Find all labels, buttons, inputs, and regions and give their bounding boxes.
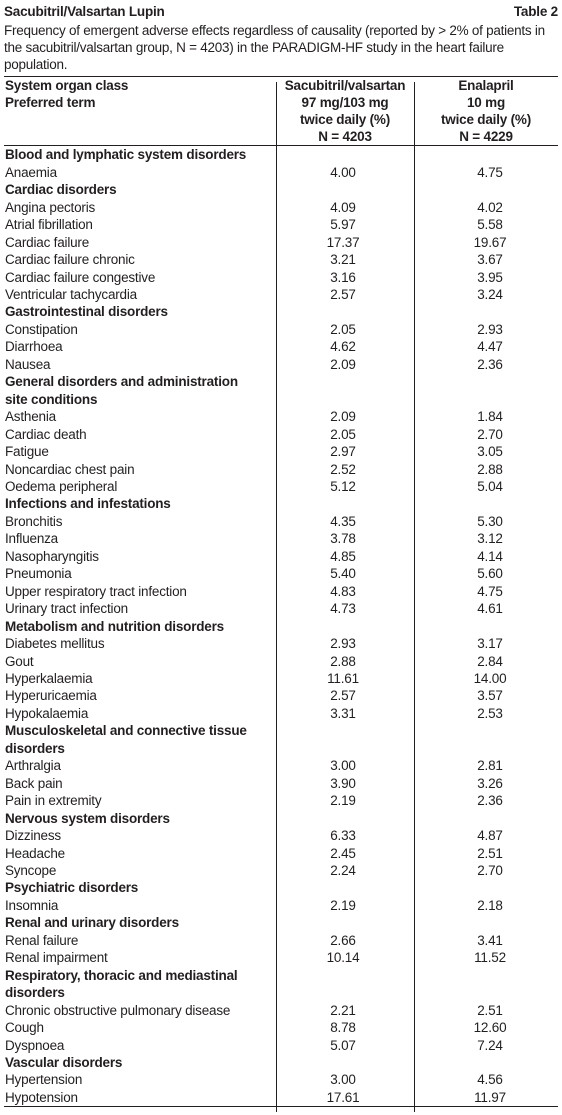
organ-class-label: General disorders and administration	[5, 374, 238, 390]
sacubitril-valsartan-value: 2.66	[330, 932, 356, 948]
preferred-term: Headache	[5, 845, 65, 861]
table-row	[4, 827, 558, 844]
preferred-term: Cardiac failure congestive	[5, 269, 156, 285]
enalapril-value: 11.97	[474, 1089, 506, 1105]
category-row	[4, 391, 558, 408]
enalapril-value: 3.41	[477, 932, 503, 948]
sacubitril-valsartan-value	[276, 495, 414, 512]
organ-class-label: Renal and urinary disorders	[5, 915, 179, 931]
preferred-term: Chronic obstructive pulmonary disease	[5, 1002, 231, 1018]
organ-class-label: Infections and infestations	[5, 496, 171, 512]
enalapril-value: 4.87	[477, 828, 503, 844]
document-header	[4, 4, 558, 22]
preferred-term: Hypertension	[5, 1072, 83, 1088]
enalapril-value: 1.84	[477, 409, 503, 425]
sacubitril-valsartan-value: 2.09	[330, 409, 356, 425]
category-row	[4, 879, 558, 896]
sacubitril-valsartan-value	[276, 984, 414, 1001]
sacubitril-valsartan-value: 4.09	[330, 199, 356, 215]
table-row	[4, 897, 558, 914]
table-row	[4, 1002, 558, 1019]
enalapril-value: 7.24	[477, 1037, 503, 1053]
table-row	[4, 1071, 558, 1088]
enalapril-value: 2.51	[477, 845, 503, 861]
preferred-term: Hypokalaemia	[5, 705, 89, 721]
table-row	[4, 687, 558, 704]
preferred-term: Cough	[5, 1020, 44, 1036]
sacubitril-valsartan-value: 4.85	[330, 548, 356, 564]
header-sacubitril-valsartan	[276, 77, 414, 146]
sacubitril-valsartan-value: 4.00	[330, 164, 356, 180]
enalapril-value: 4.02	[477, 199, 503, 215]
category-row	[4, 618, 558, 635]
category-row	[4, 495, 558, 512]
sacubitril-valsartan-value: 17.37	[326, 234, 360, 250]
preferred-term: Anaemia	[5, 164, 57, 180]
header-line: N = 4203	[318, 129, 372, 145]
sacubitril-valsartan-value	[276, 391, 414, 408]
enalapril-value: 2.53	[477, 705, 503, 721]
enalapril-value	[414, 391, 558, 408]
table-row	[4, 792, 558, 809]
table-row	[4, 408, 558, 425]
preferred-term: Diabetes mellitus	[5, 636, 105, 652]
sacubitril-valsartan-value: 3.00	[330, 1072, 356, 1088]
preferred-term: Atrial fibrillation	[5, 217, 93, 233]
sacubitril-valsartan-value: 5.12	[330, 479, 356, 494]
preferred-term: Influenza	[5, 531, 58, 547]
enalapril-value: 14.00	[473, 670, 507, 686]
preferred-term: Upper respiratory tract infection	[5, 583, 187, 599]
table-row	[4, 199, 558, 216]
sacubitril-valsartan-value: 5.40	[330, 566, 356, 582]
enalapril-value: 5.58	[477, 217, 503, 233]
sacubitril-valsartan-value	[276, 722, 414, 739]
sacubitril-valsartan-value: 2.24	[330, 862, 356, 878]
sacubitril-valsartan-value: 2.05	[330, 321, 356, 337]
sacubitril-valsartan-value: 4.83	[330, 583, 356, 599]
table-row	[4, 775, 558, 792]
sacubitril-valsartan-value	[276, 373, 414, 390]
sacubitril-valsartan-value: 8.78	[330, 1020, 356, 1036]
sacubitril-valsartan-value: 6.33	[330, 828, 356, 844]
sacubitril-valsartan-value: 2.88	[330, 653, 356, 669]
table-row	[4, 478, 558, 495]
enalapril-value	[414, 984, 558, 1001]
category-row	[4, 373, 558, 390]
category-row	[4, 914, 558, 931]
enalapril-value: 4.14	[477, 548, 503, 564]
table-row	[4, 845, 558, 862]
organ-class-label: Nervous system disorders	[5, 810, 170, 826]
table-row	[4, 1089, 558, 1106]
preferred-term: Cardiac failure chronic	[5, 252, 135, 268]
table-row	[4, 530, 558, 547]
sacubitril-valsartan-value: 17.61	[326, 1089, 360, 1105]
table-row	[4, 1037, 558, 1054]
enalapril-value: 3.67	[477, 252, 503, 268]
preferred-term: Angina pectoris	[5, 199, 96, 215]
table-row	[4, 548, 558, 565]
sacubitril-valsartan-value: 2.19	[330, 897, 356, 913]
sacubitril-valsartan-value	[276, 181, 414, 198]
organ-class-label: disorders	[5, 985, 65, 1001]
table-row	[4, 443, 558, 460]
enalapril-value: 3.24	[477, 287, 503, 303]
sacubitril-valsartan-value: 2.57	[330, 287, 356, 303]
preferred-term: Urinary tract infection	[5, 601, 128, 617]
sacubitril-valsartan-value: 2.19	[330, 793, 356, 809]
enalapril-value	[414, 914, 558, 931]
sacubitril-valsartan-value	[276, 810, 414, 827]
preferred-term: Asthenia	[5, 409, 56, 425]
category-row	[4, 984, 558, 1001]
table-caption: Frequency of emergent adverse effects regardless of causality (reported by > 2% of patients in the sacubitril/valsartan group, N = 4203) in the PARADIGM-HF study in the heart failure population.	[4, 23, 545, 72]
enalapril-value	[414, 879, 558, 896]
preferred-term: Nausea	[5, 356, 51, 372]
preferred-term: Back pain	[5, 775, 63, 791]
enalapril-value	[414, 967, 558, 984]
sacubitril-valsartan-value: 3.78	[330, 531, 356, 547]
sacubitril-valsartan-value: 5.07	[330, 1037, 356, 1053]
sacubitril-valsartan-value: 2.57	[330, 688, 356, 704]
category-row	[4, 181, 558, 198]
preferred-term: Constipation	[5, 321, 78, 337]
enalapril-value: 4.47	[477, 339, 503, 355]
enalapril-value	[414, 618, 558, 635]
table-row	[4, 862, 558, 879]
enalapril-value: 4.61	[477, 601, 503, 617]
table-row	[4, 234, 558, 251]
enalapril-value: 3.12	[477, 531, 503, 547]
enalapril-value	[414, 373, 558, 390]
enalapril-value: 4.75	[477, 164, 503, 180]
sacubitril-valsartan-value	[276, 618, 414, 635]
sacubitril-valsartan-value: 2.97	[330, 444, 356, 460]
table-header	[4, 77, 558, 146]
table-number: Table 2	[513, 4, 558, 19]
sacubitril-valsartan-value	[276, 967, 414, 984]
preferred-term: Cardiac death	[5, 426, 87, 442]
preferred-term: Renal failure	[5, 932, 79, 948]
enalapril-value: 2.70	[477, 426, 503, 442]
enalapril-value: 4.56	[477, 1072, 503, 1088]
table-row	[4, 949, 558, 966]
sacubitril-valsartan-value	[276, 146, 414, 164]
category-row	[4, 967, 558, 984]
enalapril-value: 5.60	[477, 566, 503, 582]
table-row	[4, 670, 558, 687]
preferred-term: Insomnia	[5, 897, 59, 913]
organ-class-label: Musculoskeletal and connective tissue	[5, 723, 247, 739]
sacubitril-valsartan-value: 2.93	[330, 636, 356, 652]
table-row	[4, 426, 558, 443]
preferred-term: Pneumonia	[5, 566, 72, 582]
preferred-term: Noncardiac chest pain	[5, 461, 135, 477]
header-line: twice daily (%)	[299, 112, 391, 128]
preferred-term: Oedema peripheral	[5, 479, 118, 494]
sacubitril-valsartan-value: 5.97	[330, 217, 356, 233]
table-row	[4, 932, 558, 949]
preferred-term: Dyspnoea	[5, 1037, 65, 1053]
sacubitril-valsartan-value	[276, 914, 414, 931]
enalapril-value	[414, 1054, 558, 1071]
preferred-term: Arthralgia	[5, 758, 61, 774]
enalapril-value: 2.51	[477, 1002, 503, 1018]
table-row	[4, 705, 558, 722]
sacubitril-valsartan-value: 3.90	[330, 775, 356, 791]
preferred-term: Cardiac failure	[5, 234, 90, 250]
sacubitril-valsartan-value: 2.45	[330, 845, 356, 861]
enalapril-value: 11.52	[474, 950, 506, 966]
enalapril-value: 2.93	[477, 321, 503, 337]
column-divider	[276, 82, 277, 1112]
header-line: Preferred term	[5, 95, 96, 111]
category-row	[4, 810, 558, 827]
sacubitril-valsartan-value: 4.35	[330, 513, 356, 529]
enalapril-value: 3.57	[477, 688, 503, 704]
sacubitril-valsartan-value: 4.62	[330, 339, 356, 355]
preferred-term: Syncope	[5, 862, 57, 878]
enalapril-value	[414, 146, 558, 164]
enalapril-value	[414, 810, 558, 827]
header-line: N = 4229	[459, 129, 513, 145]
sacubitril-valsartan-value: 10.14	[326, 950, 360, 966]
preferred-term: Hypotension	[5, 1089, 78, 1105]
header-line: twice daily (%)	[440, 112, 532, 128]
enalapril-value: 3.17	[477, 636, 503, 652]
enalapril-value: 19.67	[473, 234, 507, 250]
preferred-term: Dizziness	[5, 828, 61, 844]
sacubitril-valsartan-value	[276, 303, 414, 320]
table-body	[4, 146, 558, 1106]
organ-class-label: disorders	[5, 740, 65, 756]
sacubitril-valsartan-value: 3.00	[330, 758, 356, 774]
table-row	[4, 757, 558, 774]
sacubitril-valsartan-value	[276, 1054, 414, 1071]
table-row	[4, 583, 558, 600]
header-line: System organ class	[5, 78, 129, 94]
enalapril-value: 5.30	[477, 513, 503, 529]
enalapril-value: 2.18	[477, 897, 503, 913]
table-row	[4, 600, 558, 617]
enalapril-value: 2.88	[477, 461, 503, 477]
enalapril-value: 3.95	[477, 269, 503, 285]
preferred-term: Gout	[5, 653, 34, 669]
table-row	[4, 251, 558, 268]
document-title: Sacubitril/Valsartan Lupin	[4, 4, 165, 19]
table-row	[4, 321, 558, 338]
organ-class-label: site conditions	[5, 391, 98, 407]
column-divider	[414, 82, 415, 1112]
enalapril-value: 3.26	[477, 775, 503, 791]
organ-class-label: Respiratory, thoracic and mediastinal	[5, 967, 238, 983]
header-line: Sacubitril/valsartan	[284, 78, 406, 94]
preferred-term: Diarrhoea	[5, 339, 63, 355]
header-line: Enalapril	[458, 78, 514, 94]
preferred-term: Hyperuricaemia	[5, 688, 97, 704]
header-line: 10 mg	[466, 95, 506, 111]
header-line: 97 mg/103 mg	[301, 95, 389, 111]
header-enalapril	[414, 77, 558, 146]
enalapril-value: 4.75	[477, 583, 503, 599]
sacubitril-valsartan-value: 3.31	[330, 705, 356, 721]
preferred-term: Nasopharyngitis	[5, 548, 99, 564]
sacubitril-valsartan-value: 2.21	[330, 1002, 356, 1018]
preferred-term: Renal impairment	[5, 950, 108, 966]
sacubitril-valsartan-value: 3.21	[330, 252, 356, 268]
sacubitril-valsartan-value: 11.61	[327, 670, 359, 686]
enalapril-value: 12.60	[473, 1020, 507, 1036]
table-row	[4, 286, 558, 303]
preferred-term: Ventricular tachycardia	[5, 287, 137, 303]
organ-class-label: Gastrointestinal disorders	[5, 304, 168, 320]
category-row	[4, 1054, 558, 1071]
table-row	[4, 356, 558, 373]
table-row	[4, 565, 558, 582]
table-row	[4, 216, 558, 233]
enalapril-value	[414, 740, 558, 757]
enalapril-value: 2.70	[477, 862, 503, 878]
table-row	[4, 513, 558, 530]
preferred-term: Fatigue	[5, 444, 49, 460]
table-row	[4, 338, 558, 355]
enalapril-value: 5.04	[477, 479, 503, 494]
table-row	[4, 269, 558, 286]
table-row	[4, 653, 558, 670]
enalapril-value: 2.36	[477, 356, 503, 372]
sacubitril-valsartan-value	[276, 740, 414, 757]
header-organ-class	[4, 77, 276, 146]
table-row	[4, 461, 558, 478]
table-row	[4, 164, 558, 181]
enalapril-value	[414, 495, 558, 512]
category-row	[4, 740, 558, 757]
enalapril-value: 3.05	[477, 444, 503, 460]
category-row	[4, 303, 558, 320]
header-row	[4, 77, 558, 146]
enalapril-value: 2.81	[477, 758, 503, 774]
organ-class-label: Vascular disorders	[5, 1054, 123, 1070]
enalapril-value	[414, 303, 558, 320]
category-row	[4, 146, 558, 164]
enalapril-value: 2.36	[477, 793, 503, 809]
table-row	[4, 1019, 558, 1036]
category-row	[4, 722, 558, 739]
organ-class-label: Blood and lymphatic system disorders	[5, 147, 247, 163]
sacubitril-valsartan-value: 2.09	[330, 356, 356, 372]
sacubitril-valsartan-value: 3.16	[330, 269, 356, 285]
adverse-effects-table	[4, 77, 558, 1106]
preferred-term: Bronchitis	[5, 513, 63, 529]
organ-class-label: Psychiatric disorders	[5, 880, 139, 896]
preferred-term: Pain in extremity	[5, 793, 102, 809]
sacubitril-valsartan-value: 2.52	[330, 461, 356, 477]
table-row	[4, 635, 558, 652]
organ-class-label: Cardiac disorders	[5, 182, 117, 198]
sacubitril-valsartan-value	[276, 879, 414, 896]
enalapril-value: 2.84	[477, 653, 503, 669]
bottom-rule	[4, 1106, 558, 1107]
preferred-term: Hyperkalaemia	[5, 670, 93, 686]
sacubitril-valsartan-value: 2.05	[330, 426, 356, 442]
organ-class-label: Metabolism and nutrition disorders	[5, 618, 224, 634]
enalapril-value	[414, 181, 558, 198]
enalapril-value	[414, 722, 558, 739]
sacubitril-valsartan-value: 4.73	[330, 601, 356, 617]
